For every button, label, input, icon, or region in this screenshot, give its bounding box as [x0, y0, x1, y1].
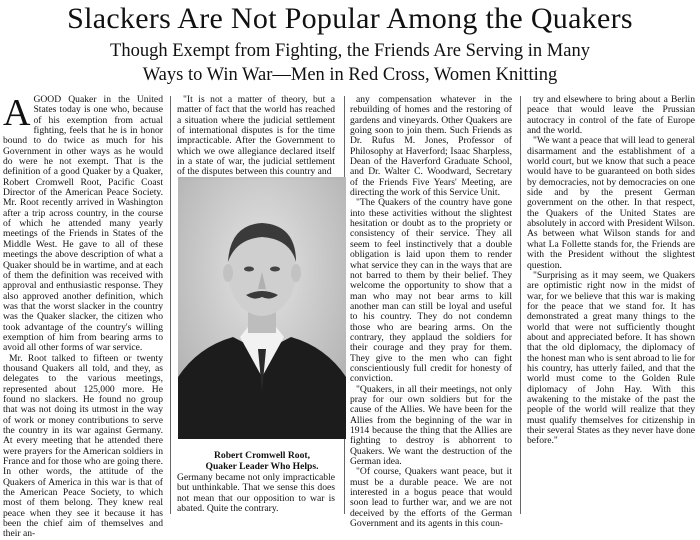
drop-cap: A — [3, 92, 31, 134]
article-paragraph: any compensation whatever in the rebuilding of homes and the restoring of gardens and vineyards. Other Quakers are going soon to join them. Such Friends as Dr. Rufus M. Jones, Professor of Philosophy at Haverford; Isaac Sharpless, Dean of the Haverford Graduate School, and Dr. Walter C. Woodward, Secretary of the Friends Five Years' Meeting, are directing the work of this Service Unit. — [350, 94, 512, 199]
article-paragraph: "Quakers, in all their meetings, not only pray for our own soldiers but for the cause of the Allies. We have been for the Allies from the beginning of the war in 1914 because the thing that the Allies are fighting to destroy is abhorrent to Quakers. We want the destruction of the German idea. — [350, 383, 512, 468]
column-2-continued — [177, 473, 335, 514]
column-2 — [177, 95, 335, 178]
column-4 — [527, 95, 695, 447]
column-rule — [170, 96, 171, 514]
article-paragraph: "The Quakers of the country have gone into these activities without the slightest hesitation or doubt as to the propriety or consistency of their service. They all seem to feel instinctively that a double obligation is laid upon them to render what service they can in the ways that are not barred to them by their belief. They welcome the opportunity to show that a man who may not bear arms to kill another man can still be loyal and useful to his country. They do not condemn those who are bearing arms. On the contrary, they applaud the soldiers for their courage and they pray for them. They give to the men who can fight conscientiously full credit for honesty of conviction. — [350, 197, 512, 385]
deck-line-1: Though Exempt from Fighting, the Friends Are Serving in Many — [110, 41, 590, 61]
article-paragraph: Mr. Root talked to fifteen or twenty thousand Quakers all told, and they, as delegates to the various meetings, represented about 125,000 more. He found no slackers. He found no group that was not doing its utmost in the way of work or money contributions to serve the country in its war against Germany. At every meeting that he attended there were prayers for the American soldiers in France and for those who are going there. In other words, the attitude of the Quakers of America in this war is that of the American Peace Society, to which most of them belong. They knew real peace when they see it because it has been the chief aim of themselves and their an- — [3, 352, 163, 540]
article-paragraph: AGOOD Quaker in the United States today is one who, because of his exemption from actual fighting, feels that he is in honor bound to do twice as much for his Government in other ways as he would do were he not exempt. That is the definition of a good Quaker by a Quaker, Robert Cromwell Root, Pacific Coast Director of the American Peace Society. Mr. Root recently arrived in Washington after a trip across country, in the course of which he attended many yearly meetings of the Friends in States of the Middle West. He gave to all of these meetings the above description of what a Quaker should be in wartime, and at each of them the definition was received with approval and enthusiastic response. They also approved another definition, which was that the worst slacker in the country was the Quaker slacker, the citizen who took advantage of the country's willing exemption of him from bearing arms to avoid all other forms of war service. — [3, 92, 163, 354]
article-paragraph: "It is not a matter of theory, but a matter of fact that the world has reached a situation where the judicial settlement of international disputes is for the time impracticable. After the Government to which we owe allegiance declared itself in a state of war, the judicial settlement of the disputes between this country and — [177, 94, 335, 178]
article-paragraph: "Surprising as it may seem, we Quakers are optimistic right now in the midst of war, for we believe that this war is making for the peace that we stand for. It has demonstrated a great many things to the world that were not sufficiently thought about and appreciated before. It has shown that the old diplomacy, the diplomacy of the honest man who is sent abroad to lie for his country, has utterly failed, and that the world must come to the Golden Rule diplomacy of John Hay. With this awakening to the mistake of the past the people of the world will realize that they must qualify themselves for citizenship in their several States as they never have done before." — [527, 269, 695, 447]
headline: Slackers Are Not Popular Among the Quakers — [67, 2, 633, 35]
photo-caption: Robert Cromwell Root, Quaker Leader Who Helps. — [205, 450, 319, 472]
article-paragraph: "We want a peace that will lead to general disarmament and the establishment of a world court, but we know that such a peace would have to be guaranteed on both sides by democracies, not by democracies on one side and by the present German government on the other. In that respect, the Quakers of the United States are absolutely in accord with President Wilson. As between what Wilson stands for and what La Follette stands for, the Friends are with the President without the slightest question. — [527, 135, 695, 271]
article-paragraph: try and elsewhere to bring about a Berlin peace that would leave the Prussian autocracy in control of the fate of Europe and the world. — [527, 94, 695, 137]
article-paragraph: "Of course, Quakers want peace, but it must be a durable peace. We are not interested in a bogus peace that would soon lead to further war, and we are not deceived by the efforts of the German Government and its agents in this coun- — [350, 466, 512, 530]
article-paragraph: Germany became not only impracticable but unthinkable. That we sense this does not mean that our opposition to war is abated. Quite the contrary. — [177, 472, 335, 515]
deck-line-2: Ways to Win War—Men in Red Cross, Women Knitting — [142, 65, 558, 85]
portrait-photo — [178, 177, 346, 439]
column-rule — [520, 96, 521, 514]
column-1 — [3, 92, 163, 540]
column-3 — [350, 95, 512, 529]
